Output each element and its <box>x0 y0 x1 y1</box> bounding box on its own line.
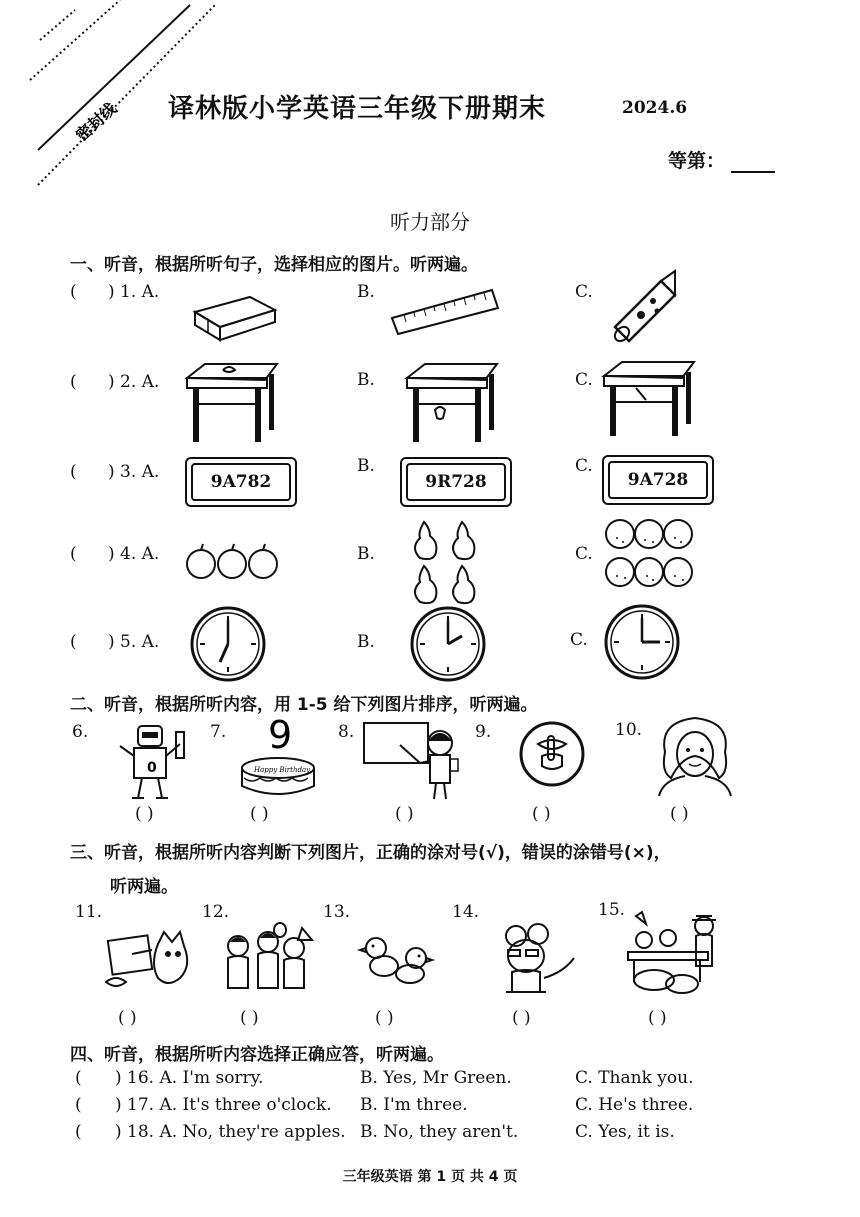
q5-c: C. <box>570 630 588 650</box>
seal-text: 密封线 <box>71 98 121 145</box>
section3-heading-line1: 三、听音，根据所听内容判断下列图片，正确的涂对号(√)，错误的涂错号(×)， <box>70 843 671 863</box>
answer-blank-6[interactable]: ( ) <box>135 804 154 824</box>
q3-label: ) 3. A. <box>108 462 160 482</box>
exam-date: 2024.6 <box>622 98 688 118</box>
q18-option-a: ) 18. A. No, they're apples. <box>115 1122 346 1142</box>
answer-blank-8[interactable]: ( ) <box>395 804 414 824</box>
q5-paren[interactable]: ( <box>70 632 77 652</box>
answer-blank-13[interactable]: ( ) <box>375 1008 394 1028</box>
item-9-label: 9. <box>475 722 492 742</box>
q2-paren[interactable]: ( <box>70 372 77 392</box>
item-11-label: 11. <box>75 902 103 922</box>
q2-label: ) 2. A. <box>108 372 160 392</box>
q1-c: C. <box>575 282 593 302</box>
item-7-label: 7. <box>210 722 227 742</box>
listening-part-title: 听力部分 <box>390 210 470 234</box>
cake-text: Happy Birthday <box>254 766 311 774</box>
q4-paren[interactable]: ( <box>70 544 77 564</box>
q2-c: C. <box>575 370 593 390</box>
answer-blank-9[interactable]: ( ) <box>532 804 551 824</box>
q5-label: ) 5. A. <box>108 632 160 652</box>
grade-label: 等第： <box>668 150 726 172</box>
q16-option-b: B. Yes, Mr Green. <box>360 1068 512 1088</box>
cat-picture-icon <box>102 924 197 999</box>
q4-b: B. <box>357 544 375 564</box>
q16-option-a: ) 16. A. I'm sorry. <box>115 1068 264 1088</box>
robot-icon <box>112 718 192 803</box>
q17-paren[interactable]: ( <box>75 1095 82 1115</box>
q17-option-b: B. I'm three. <box>360 1095 468 1115</box>
pears-icon <box>408 518 488 608</box>
item-8-label: 8. <box>338 722 355 742</box>
q17-option-c: C. He's three. <box>575 1095 694 1115</box>
quiet-gesture-icon <box>518 720 588 790</box>
clock-icon <box>190 606 270 686</box>
q4-label: ) 4. A. <box>108 544 160 564</box>
answer-blank-11[interactable]: ( ) <box>118 1008 137 1028</box>
q3-b: B. <box>357 456 375 476</box>
q1-label: ) 1. A. <box>108 282 160 302</box>
answer-blank-7[interactable]: ( ) <box>250 804 269 824</box>
section3-heading-line2: 听两遍。 <box>110 877 178 897</box>
birthday-cake-icon <box>238 712 328 802</box>
item-12-label: 12. <box>202 902 230 922</box>
item-6-label: 6. <box>72 722 89 742</box>
desk-icon <box>602 358 697 443</box>
clock-icon <box>410 606 490 686</box>
clock-icon <box>604 604 684 684</box>
exam-title: 译林版小学英语三年级下册期末 <box>168 94 547 124</box>
chicks-icon <box>358 928 438 988</box>
q18-option-c: C. Yes, it is. <box>575 1122 675 1142</box>
item-15-label: 15. <box>598 900 626 920</box>
q1-paren[interactable]: ( <box>70 282 77 302</box>
item-14-label: 14. <box>452 902 480 922</box>
oranges-icon <box>605 516 695 596</box>
license-plate-a <box>185 457 297 507</box>
farm-animals-icon <box>624 910 724 1000</box>
plate-a-text: 9A782 <box>191 463 291 501</box>
q3-paren[interactable]: ( <box>70 462 77 482</box>
svg-text:0: 0 <box>147 760 157 776</box>
section4-heading: 四、听音，根据所听内容选择正确应答，听两遍。 <box>70 1045 444 1065</box>
party-people-icon <box>220 922 320 1002</box>
q16-paren[interactable]: ( <box>75 1068 82 1088</box>
girl-face-icon <box>655 712 735 797</box>
desk-icon <box>185 360 280 445</box>
ruler-icon <box>390 288 500 338</box>
q18-option-b: B. No, they aren't. <box>360 1122 519 1142</box>
plate-b-text: 9R728 <box>406 463 506 501</box>
eraser-icon <box>190 292 280 342</box>
q1-b: B. <box>357 282 375 302</box>
section1-heading: 一、听音，根据所听句子，选择相应的图片。听两遍。 <box>70 255 478 275</box>
section2-heading: 二、听音，根据所听内容，用 1-5 给下列图片排序，听两遍。 <box>70 695 538 715</box>
desk-icon <box>405 360 500 445</box>
q5-b: B. <box>357 632 375 652</box>
answer-blank-12[interactable]: ( ) <box>240 1008 259 1028</box>
crayon-icon <box>605 265 685 345</box>
q18-paren[interactable]: ( <box>75 1122 82 1142</box>
answer-blank-15[interactable]: ( ) <box>648 1008 667 1028</box>
answer-blank-10[interactable]: ( ) <box>670 804 689 824</box>
cake-number: 9 <box>268 713 293 757</box>
item-13-label: 13. <box>323 902 351 922</box>
plate-c-text: 9A728 <box>608 461 708 499</box>
mouse-old-icon <box>488 922 578 1002</box>
apples-icon <box>185 540 285 580</box>
license-plate-c <box>602 455 714 505</box>
page-footer: 三年级英语 第 1 页 共 4 页 <box>342 1169 518 1185</box>
q17-option-a: ) 17. A. It's three o'clock. <box>115 1095 332 1115</box>
license-plate-b <box>400 457 512 507</box>
answer-blank-14[interactable]: ( ) <box>512 1008 531 1028</box>
teacher-blackboard-icon <box>360 715 470 805</box>
q2-b: B. <box>357 370 375 390</box>
q16-option-c: C. Thank you. <box>575 1068 694 1088</box>
grade-field <box>668 146 775 173</box>
q3-c: C. <box>575 456 593 476</box>
q4-c: C. <box>575 544 593 564</box>
grade-blank[interactable] <box>731 171 775 173</box>
item-10-label: 10. <box>615 720 643 740</box>
